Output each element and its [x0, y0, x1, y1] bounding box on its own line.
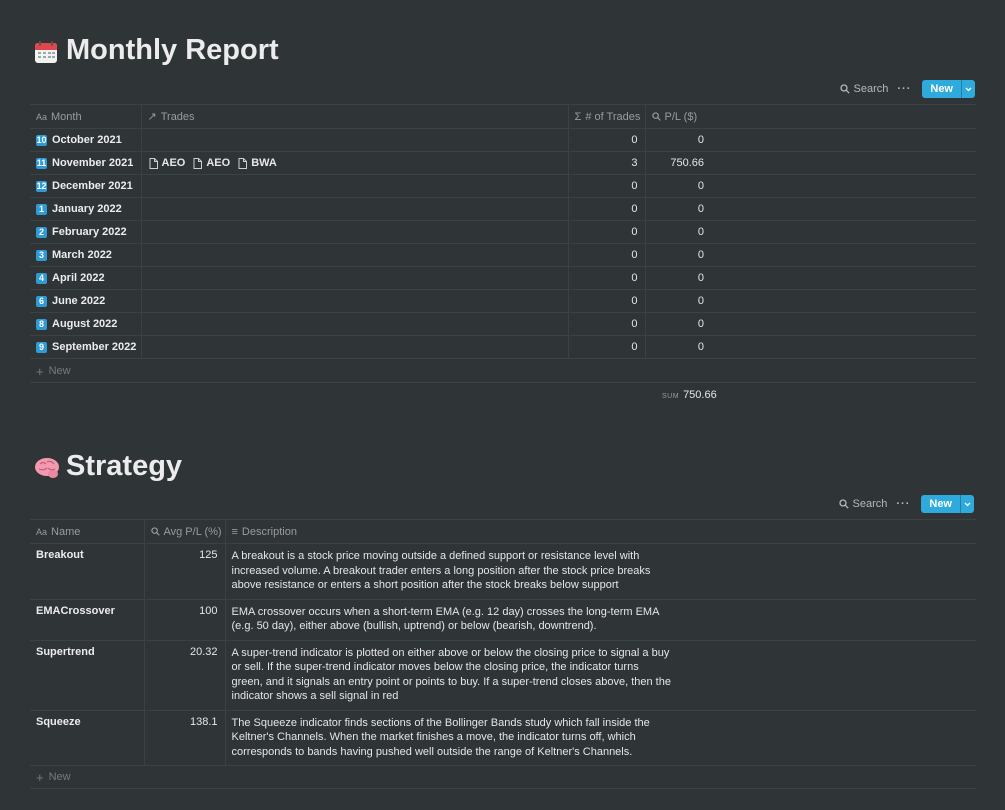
month-name: March 2022: [52, 249, 112, 261]
empty-cell: [711, 336, 976, 359]
table-row[interactable]: [30, 599, 976, 640]
table-row[interactable]: [30, 267, 976, 290]
month-cell[interactable]: [30, 290, 141, 313]
monthly-search-button[interactable]: [840, 83, 889, 95]
strategy-name-cell[interactable]: EMACrossover: [30, 599, 144, 640]
calendar-number-icon: 4: [36, 273, 47, 284]
table-row[interactable]: [30, 198, 976, 221]
month-cell[interactable]: [30, 336, 141, 359]
monthly-toolbar: [840, 80, 975, 98]
count-cell[interactable]: 0: [568, 313, 645, 336]
table-row[interactable]: [30, 313, 976, 336]
month-name: June 2022: [52, 295, 106, 307]
search-icon: [840, 84, 850, 94]
month-cell[interactable]: [30, 129, 141, 152]
empty-cell: [711, 267, 976, 290]
count-cell[interactable]: 0: [568, 221, 645, 244]
strategy-name-cell[interactable]: Squeeze: [30, 710, 144, 766]
empty-cell: [711, 221, 976, 244]
month-name: November 2021: [52, 157, 134, 169]
month-cell[interactable]: [30, 313, 141, 336]
count-cell[interactable]: 0: [568, 244, 645, 267]
table-row[interactable]: [30, 175, 976, 198]
month-column-header[interactable]: Aa Month: [30, 105, 141, 129]
trades-cell[interactable]: [141, 175, 568, 198]
strategy-name-cell[interactable]: Supertrend: [30, 640, 144, 710]
pl-cell[interactable]: 0: [645, 129, 711, 152]
name-column-header[interactable]: Aa Name: [30, 520, 144, 544]
pl-cell[interactable]: 0: [645, 244, 711, 267]
count-cell[interactable]: 0: [568, 267, 645, 290]
strategy-new-button[interactable]: [921, 495, 974, 513]
month-cell[interactable]: [30, 198, 141, 221]
table-row[interactable]: [30, 544, 976, 600]
count-column-header[interactable]: Σ # of Trades: [568, 105, 645, 129]
search-icon: [151, 527, 160, 536]
plus-icon: +: [36, 769, 44, 785]
strategy-desc-text: The Squeeze indicator finds sections of the Bollinger Bands study which fall inside the Keltner's Channels. When the market finishes a move, the indicator turns off, which corresponds to bands having pushed well outside the range of Keltner's Channels.: [231, 716, 650, 758]
calendar-number-icon: 3: [36, 250, 47, 261]
pl-cell[interactable]: 0: [645, 313, 711, 336]
calendar-number-icon: 9: [36, 342, 47, 353]
strategy-desc-text: A breakout is a stock price moving outside a defined support or resistance level with increased volume. A breakout trader enters a long position after the stock price breaks above resistance or enters a short position after the stock breaks below support: [231, 550, 651, 591]
strategy-more-button[interactable]: ···: [896, 498, 911, 510]
strategy-desc-cell[interactable]: [225, 599, 976, 640]
table-row[interactable]: [30, 336, 976, 359]
strategy-search-label: Search: [852, 498, 888, 510]
monthly-new-label: New: [930, 83, 953, 95]
month-name: April 2022: [52, 272, 105, 284]
trades-cell[interactable]: [141, 267, 568, 290]
strategy-desc-cell[interactable]: [225, 710, 976, 766]
trades-cell[interactable]: [141, 198, 568, 221]
calendar-number-icon: 8: [36, 319, 47, 330]
empty-cell: [711, 152, 976, 175]
search-icon: [839, 499, 849, 509]
empty-cell: [711, 290, 976, 313]
strategy-avg-cell[interactable]: 100: [144, 599, 225, 640]
monthly-new-button[interactable]: [922, 80, 975, 98]
month-name: August 2022: [52, 318, 118, 330]
text-property-icon: Aa: [36, 526, 48, 537]
pl-cell[interactable]: 0: [645, 336, 711, 359]
strategy-toolbar: [839, 495, 974, 513]
trades-column-header[interactable]: ↗ Trades: [141, 105, 568, 129]
table-row[interactable]: [30, 129, 976, 152]
calendar-number-icon: 2: [36, 227, 47, 238]
chevron-down-icon[interactable]: [961, 80, 975, 98]
pl-cell[interactable]: 0: [645, 267, 711, 290]
empty-cell: [711, 129, 976, 152]
calendar-number-icon: 6: [36, 296, 47, 307]
text-lines-icon: ≡: [231, 525, 238, 538]
trades-cell[interactable]: [141, 221, 568, 244]
chevron-down-icon[interactable]: [960, 495, 974, 513]
monthly-more-button[interactable]: ···: [897, 83, 912, 95]
month-cell[interactable]: [30, 244, 141, 267]
pl-cell[interactable]: 750.66: [645, 152, 711, 175]
calendar-number-icon: 11: [36, 157, 47, 168]
avg-column-header[interactable]: Avg P/L (%): [144, 520, 225, 544]
month-name: September 2022: [52, 341, 137, 353]
month-cell[interactable]: [30, 152, 141, 175]
empty-cell: [711, 175, 976, 198]
month-cell[interactable]: [30, 221, 141, 244]
month-name: October 2021: [52, 134, 122, 146]
month-name: January 2022: [52, 203, 122, 215]
sum-footer: [662, 389, 717, 401]
strategy-desc-text: EMA crossover occurs when a short-term EMA (e.g. 12 day) crosses the long-term EMA (e.g. 50 day), either above (bullish, uptrend) or below (bearish, downtrend).: [231, 605, 659, 632]
trades-cell[interactable]: [141, 290, 568, 313]
strategy-new-label: New: [929, 498, 952, 510]
text-property-icon: Aa: [36, 111, 48, 122]
trade-link[interactable]: BWA: [238, 157, 277, 169]
strategy-new-row[interactable]: + New: [30, 766, 976, 789]
strategy-desc-cell[interactable]: [225, 640, 976, 710]
table-row[interactable]: [30, 152, 976, 175]
strategy-avg-cell[interactable]: 20.32: [144, 640, 225, 710]
trades-cell[interactable]: [141, 336, 568, 359]
calendar-number-icon: 12: [36, 180, 47, 191]
monthly-report-title: [34, 34, 279, 67]
page-icon: [238, 158, 247, 169]
strategy-title: [34, 450, 182, 483]
empty-column-header: [711, 105, 976, 129]
table-row[interactable]: [30, 244, 976, 267]
trades-cell[interactable]: [141, 313, 568, 336]
month-cell[interactable]: [30, 175, 141, 198]
trade-link[interactable]: AEO: [149, 157, 186, 169]
desc-column-header[interactable]: ≡ Description: [225, 520, 976, 544]
trade-link[interactable]: AEO: [193, 157, 230, 169]
empty-cell: [711, 244, 976, 267]
strategy-title-text: Strategy: [66, 450, 183, 482]
month-cell[interactable]: [30, 267, 141, 290]
strategy-avg-cell[interactable]: 125: [144, 544, 225, 600]
calendar-number-icon: 10: [36, 134, 47, 145]
monthly-table: [30, 104, 976, 359]
count-cell[interactable]: 0: [568, 198, 645, 221]
trades-cell[interactable]: [141, 244, 568, 267]
trades-cell[interactable]: [141, 152, 568, 175]
sum-value: 750.66: [683, 389, 717, 401]
plus-icon: +: [36, 363, 44, 379]
count-cell[interactable]: 3: [568, 152, 645, 175]
monthly-new-row[interactable]: + New: [30, 360, 976, 383]
month-name: February 2022: [52, 226, 127, 238]
count-cell[interactable]: 0: [568, 290, 645, 313]
table-row[interactable]: [30, 640, 976, 710]
strategy-avg-cell[interactable]: 138.1: [144, 710, 225, 766]
search-icon: [652, 112, 661, 121]
trades-cell[interactable]: [141, 129, 568, 152]
empty-cell: [711, 198, 976, 221]
pl-column-header[interactable]: P/L ($): [645, 105, 711, 129]
monthly-report-title-text: Monthly Report: [66, 34, 279, 66]
pl-cell[interactable]: 0: [645, 221, 711, 244]
monthly-search-label: Search: [853, 83, 889, 95]
count-cell[interactable]: 0: [568, 175, 645, 198]
table-row[interactable]: [30, 290, 976, 313]
month-name: December 2021: [52, 180, 133, 192]
sigma-icon: Σ: [574, 110, 582, 123]
strategy-search-button[interactable]: [839, 498, 888, 510]
sum-label: SUM: [662, 393, 680, 400]
strategy-name-cell[interactable]: Breakout: [30, 544, 144, 600]
strategy-desc-text: A super-trend indicator is plotted on either above or below the closing price to signal a buy or sell. If the super-trend indicator moves below the closing price, the indicator turns green, and it signals an entry point or points to buy. If a super-trend closes above, then the indicator shows a sell signal in red: [231, 646, 671, 702]
calendar-number-icon: 1: [36, 204, 47, 215]
empty-cell: [711, 313, 976, 336]
count-cell[interactable]: 0: [568, 129, 645, 152]
strategy-table: [30, 519, 976, 766]
strategy-desc-cell[interactable]: [225, 544, 976, 600]
pl-cell[interactable]: 0: [645, 175, 711, 198]
pl-cell[interactable]: 0: [645, 290, 711, 313]
table-row[interactable]: [30, 710, 976, 766]
page-icon: [149, 158, 158, 169]
brain-icon: [34, 455, 58, 479]
page-icon: [193, 158, 202, 169]
relation-arrow-icon: ↗: [147, 111, 157, 123]
pl-cell[interactable]: 0: [645, 198, 711, 221]
table-row[interactable]: [30, 221, 976, 244]
calendar-icon: [34, 39, 58, 63]
count-cell[interactable]: 0: [568, 336, 645, 359]
